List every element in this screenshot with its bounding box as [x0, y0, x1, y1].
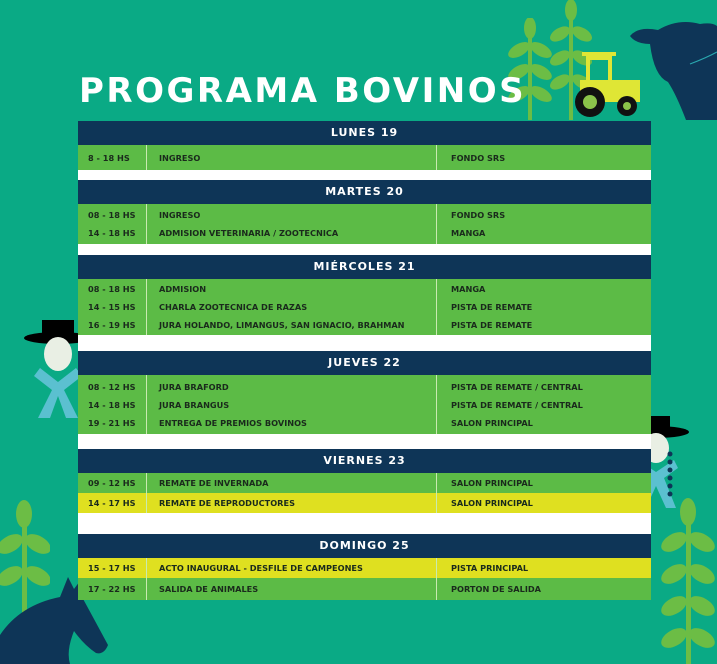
cow-icon — [628, 14, 717, 120]
schedule-row — [78, 473, 651, 493]
place-cell: PISTA DE REMATE / CENTRAL — [451, 400, 583, 410]
day-header: JUEVES 22 — [78, 351, 651, 375]
place-cell: PORTON DE SALIDA — [451, 584, 542, 594]
event-cell: JURA BRANGUS — [159, 400, 230, 410]
time-cell: 17 - 22 HS — [88, 584, 136, 594]
divider — [78, 244, 651, 255]
schedule-row — [78, 316, 651, 334]
day-header: DOMINGO 25 — [78, 534, 651, 558]
place-cell: SALON PRINCIPAL — [451, 418, 533, 428]
day-miercoles — [78, 255, 651, 351]
time-cell: 14 - 18 HS — [88, 400, 136, 410]
schedule-row — [78, 145, 651, 170]
day-rows — [78, 204, 651, 244]
divider — [78, 335, 651, 351]
day-martes — [78, 180, 651, 255]
schedule-row — [78, 578, 651, 600]
time-cell: 15 - 17 HS — [88, 563, 136, 573]
event-cell: ENTREGA DE PREMIOS BOVINOS — [159, 418, 307, 428]
time-cell: 14 - 18 HS — [88, 228, 136, 238]
wheat-icon — [660, 498, 717, 664]
event-cell: SALIDA DE ANIMALES — [159, 584, 259, 594]
schedule-row — [78, 378, 651, 396]
time-cell: 16 - 19 HS — [88, 320, 136, 330]
event-cell: ADMISION VETERINARIA / ZOOTECNICA — [159, 228, 339, 238]
time-cell: 08 - 12 HS — [88, 382, 136, 392]
place-cell: FONDO SRS — [451, 210, 506, 220]
schedule-row — [78, 280, 651, 298]
time-cell: 08 - 18 HS — [88, 284, 136, 294]
place-cell: MANGA — [451, 228, 486, 238]
time-cell: 14 - 15 HS — [88, 302, 136, 312]
schedule-row-highlighted — [78, 558, 651, 578]
event-cell: INGRESO — [159, 210, 201, 220]
time-cell: 14 - 17 HS — [88, 498, 136, 508]
divider — [78, 170, 651, 180]
schedule-row — [78, 206, 651, 224]
schedule-row — [78, 298, 651, 316]
schedule-row — [78, 396, 651, 414]
day-lunes — [78, 121, 651, 180]
day-rows — [78, 473, 651, 513]
place-cell: PISTA DE REMATE — [451, 320, 533, 330]
day-rows — [78, 145, 651, 170]
schedule-row — [78, 224, 651, 242]
event-cell: JURA BRAFORD — [159, 382, 229, 392]
page-title: PROGRAMA BOVINOS — [79, 71, 527, 111]
event-cell: JURA HOLANDO, LIMANGUS, SAN IGNACIO, BRAHMAN — [159, 320, 405, 330]
day-rows — [78, 279, 651, 335]
day-header: MARTES 20 — [78, 180, 651, 204]
day-header: LUNES 19 — [78, 121, 651, 145]
time-cell: 8 - 18 HS — [88, 152, 130, 163]
time-cell: 19 - 21 HS — [88, 418, 136, 428]
place-cell: SALON PRINCIPAL — [451, 498, 533, 508]
day-viernes — [78, 449, 651, 534]
day-domingo — [78, 534, 651, 600]
place-cell: SALON PRINCIPAL — [451, 478, 533, 488]
event-cell: ADMISION — [159, 284, 207, 294]
day-jueves — [78, 351, 651, 449]
time-cell: 09 - 12 HS — [88, 478, 136, 488]
place-cell: MANGA — [451, 284, 486, 294]
place-cell: PISTA DE REMATE — [451, 302, 533, 312]
day-header: VIERNES 23 — [78, 449, 651, 473]
event-cell: ACTO INAUGURAL - DESFILE DE CAMPEONES — [159, 563, 363, 573]
schedule-row — [78, 414, 651, 432]
schedule-row-highlighted — [78, 493, 651, 513]
divider — [78, 513, 651, 534]
divider — [78, 434, 651, 449]
event-cell: REMATE DE REPRODUCTORES — [159, 498, 295, 508]
event-cell: CHARLA ZOOTECNICA DE RAZAS — [159, 302, 308, 312]
day-rows — [78, 375, 651, 434]
time-cell: 08 - 18 HS — [88, 210, 136, 220]
place-cell: FONDO SRS — [451, 152, 506, 163]
event-cell: REMATE DE INVERNADA — [159, 478, 269, 488]
event-cell: INGRESO — [159, 152, 201, 163]
place-cell: PISTA PRINCIPAL — [451, 563, 529, 573]
day-header: MIÉRCOLES 21 — [78, 255, 651, 279]
schedule-table — [78, 121, 651, 600]
day-rows — [78, 558, 651, 600]
place-cell: PISTA DE REMATE / CENTRAL — [451, 382, 583, 392]
